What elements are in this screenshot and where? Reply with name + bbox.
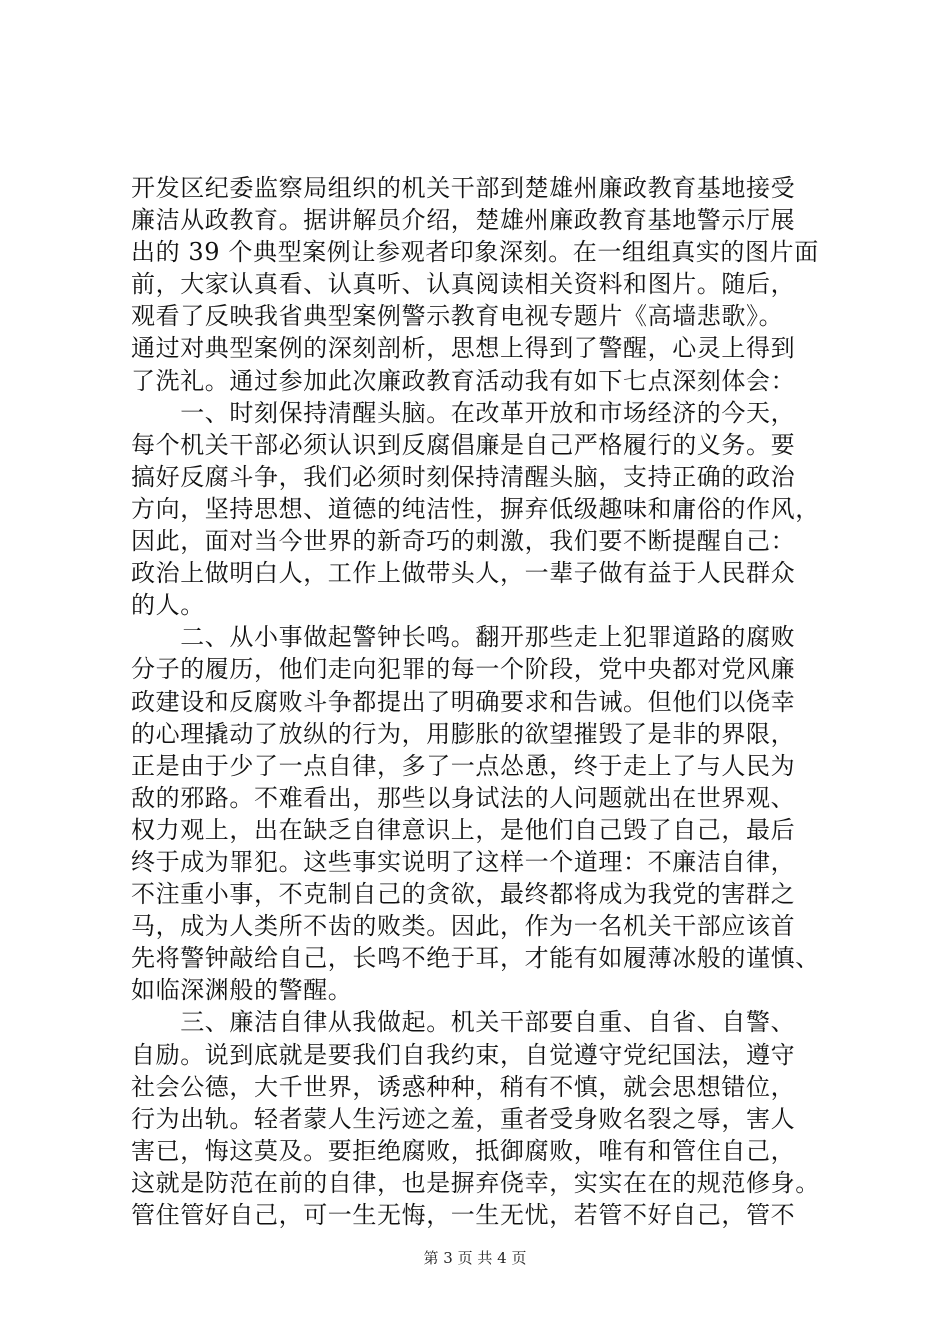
text-line: 的人。 [131,591,205,620]
text-line: 的心理撬动了放纵的行为，用膨胀的欲望摧毁了是非的界限， [131,719,796,748]
text-line: 一、时刻保持清醒头脑。在改革开放和市场经济的今天， [131,398,796,427]
text-line: 观看了反映我省典型案例警示教育电视专题片《高墙悲歌》。 [131,302,784,331]
text-line: 因此，面对当今世界的新奇巧的刺激，我们要不断提醒自己： [131,527,796,556]
text-line: 三、廉洁自律从我做起。机关干部要自重、自省、自警、 [131,1008,796,1037]
text-line: 敌的邪路。不难看出，那些以身试法的人问题就出在世界观、 [131,783,796,812]
text-line: 二、从小事做起警钟长鸣。翻开那些走上犯罪道路的腐败 [131,623,796,652]
text-line: 前，大家认真看、认真听、认真阅读相关资料和图片。随后， [131,270,796,299]
text-line: 害已，悔这莫及。要拒绝腐败，抵御腐败，唯有和管住自己， [131,1136,796,1165]
text-line: 正是由于少了一点自律，多了一点怂恿，终于走上了与人民为 [131,751,796,780]
text-line: 权力观上，出在缺乏自律意识上，是他们自己毁了自己，最后 [131,815,796,844]
text-line: 不注重小事，不克制自己的贪欲，最终都将成为我党的害群之 [131,880,796,909]
text-line: 开发区纪委监察局组织的机关干部到楚雄州廉政教育基地接受 [131,174,796,202]
text-line: 通过对典型案例的深刻剖析，思想上得到了警醒，心灵上得到 [131,334,796,363]
body-text [131,172,831,1231]
text-line: 方向，坚持思想、道德的纯洁性，摒弃低级趣味和庸俗的作风， [131,494,820,523]
text-line: 这就是防范在前的自律，也是摒弃侥幸，实实在在的规范修身。 [131,1168,820,1197]
text-line: 管住管好自己，可一生无悔，一生无忧，若管不好自己，管不 [131,1201,796,1229]
text-line: 行为出轨。轻者蒙人生污迹之羞，重者受身败名裂之辱，害人 [131,1104,796,1133]
text-line: 终于成为罪犯。这些事实说明了这样一个道理：不廉洁自律， [131,847,796,876]
text-line: 分子的履历，他们走向犯罪的每一个阶段，党中央都对党风廉 [131,655,796,684]
text-line: 政建设和反腐败斗争都提出了明确要求和告诫。但他们以侥幸 [131,687,796,716]
text-line: 了洗礼。通过参加此次廉政教育活动我有如下七点深刻体会： [131,366,796,395]
text-line: 每个机关干部必须认识到反腐倡廉是自己严格履行的义务。要 [131,430,796,459]
text-line: 政治上做明白人，工作上做带头人，一辈子做有益于人民群众 [131,559,796,588]
text-line: 出的 39 个典型案例让参观者印象深刻。在一组组真实的图片面 [131,238,819,267]
text-line: 如临深渊般的警醒。 [131,976,353,1005]
text-line: 搞好反腐斗争，我们必须时刻保持清醒头脑，支持正确的政治 [131,462,796,491]
text-line: 廉洁从政教育。据讲解员介绍，楚雄州廉政教育基地警示厅展 [131,206,796,235]
text-line: 马，成为人类所不齿的败类。因此，作为一名机关干部应该首 [131,912,796,941]
text-line: 社会公德，大千世界，诱惑种种，稍有不慎，就会思想错位， [131,1072,796,1101]
text-line: 先将警钟敲给自己，长鸣不绝于耳，才能有如履薄冰般的谨慎、 [131,944,820,973]
page-number-footer: 第 3 页 共 4 页 [423,1249,527,1267]
text-line: 自励。说到底就是要我们自我约束，自觉遵守党纪国法，遵守 [131,1040,796,1069]
